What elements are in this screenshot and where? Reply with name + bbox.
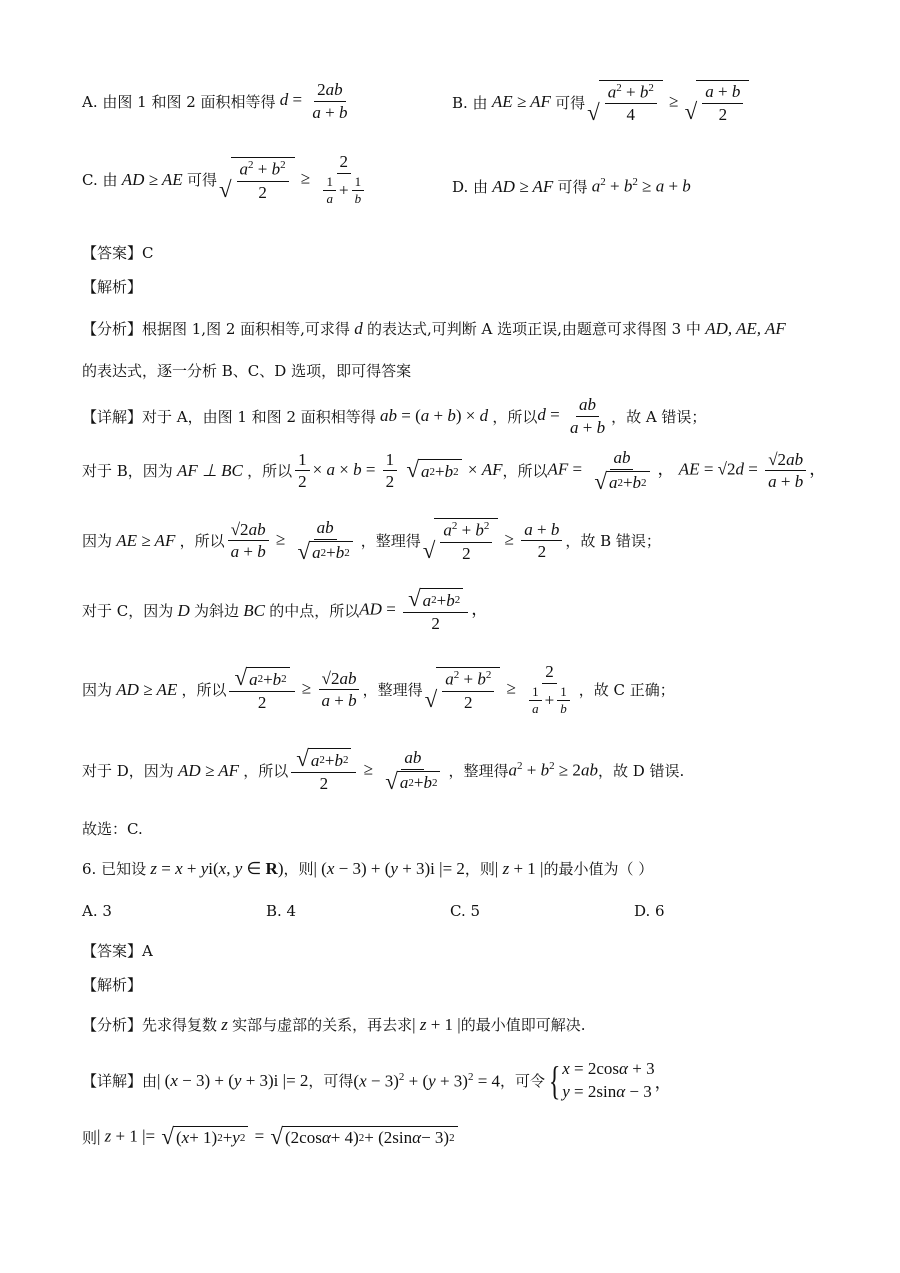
formula: ab = (a + b) × d [380, 406, 489, 426]
formula: AF ⊥ BC [172, 460, 248, 480]
text: ，可得 [308, 1072, 354, 1091]
text: ，整理得 [448, 762, 509, 781]
text: ，整理得 [360, 532, 421, 551]
text: 因为 [82, 681, 113, 700]
text: 实部与虚部的关系，再去求 [232, 1016, 413, 1034]
analysis-label-q6: 【解析】 [82, 976, 143, 994]
q6-xiangjie [82, 1058, 672, 1104]
c-line-1 [82, 588, 488, 634]
d-line-1 [82, 748, 684, 794]
formula: d [349, 318, 367, 338]
formula: AE ≥ AF [112, 530, 180, 550]
b-line-1 [82, 448, 826, 494]
formula: { x = 2cosα + 3 y = 2sinα − 3 ， [548, 1057, 672, 1103]
text: ，故 B 错误； [565, 532, 661, 551]
text: ，故 D 错误. [597, 762, 685, 781]
text: 【分析】先求得复数 [82, 1016, 218, 1034]
text: ，所以 [247, 462, 293, 481]
text: ，故 C 正确； [578, 681, 675, 700]
formula: √ $\frac{a^2 + b^2}{2}$ ≥ $\frac{a + b}{2}$ [421, 518, 566, 563]
fenxi-line-1 [82, 318, 786, 339]
answer-q6: 【答案】A [82, 942, 153, 960]
text: 【详解】对于 A，由图 1 和图 2 面积相等得 [82, 407, 376, 426]
option-c-text: C. 由 [82, 171, 118, 190]
xiangjie-a [82, 395, 706, 437]
text: 则 [82, 1128, 98, 1147]
option-c [82, 152, 373, 207]
formula: AD, AE, AF [700, 318, 786, 338]
formula: D [173, 600, 195, 620]
text: 因为 [82, 532, 113, 551]
option-b [452, 80, 751, 125]
analysis-label-q5: 【解析】 [82, 278, 143, 296]
text: 的最小值为（ ） [543, 860, 654, 878]
text: ，所以 [181, 681, 227, 700]
formula: AE ≥ AF [487, 92, 556, 112]
formula: √ a 2 + b 2 2 ≥ ab √ a 2 + b 2 [288, 748, 448, 794]
fenxi-line-2: 的表达式，逐一分析 B、C、D 选项，即可得答案 [82, 362, 412, 380]
formula: √ $\frac{a^2 + b^2}{4}$ ≥ √ $\frac{a + b}{2}$ [585, 80, 751, 125]
formula: | z + 1 | [494, 858, 544, 878]
formula: AD ≥ AE [117, 169, 187, 189]
formula: $a^2 + b^2 \ge 2ab$ [508, 760, 598, 781]
text: 对于 D，因为 [82, 762, 174, 781]
formula: √ a 2 + b 2 2 ≥ $\frac{√2ab}{a + b}$ [226, 667, 362, 713]
formula: √ $\frac{a^2 + b^2}{2}$ ≥ 2 $\frac{1}{a}$ + $\frac{1}{b}$ [217, 152, 373, 207]
q6-option-a: A. 3 [82, 902, 112, 920]
text: ，则 [464, 860, 495, 878]
formula: | z + 1 | [412, 1014, 461, 1034]
formula: AD ≥ AF [488, 176, 558, 196]
c-line-2 [82, 662, 675, 717]
q6-stem [82, 858, 653, 879]
text: ，可令 [500, 1072, 546, 1091]
option-d-mid: 可得 [557, 178, 588, 196]
option-d [452, 176, 691, 197]
answer-q5: 【答案】C [82, 244, 154, 262]
text: 对于 B，因为 [82, 462, 173, 481]
formula: $(x - 3)^2 + (y + 3)^2 = 4$ [353, 1070, 501, 1091]
q6-option-d: D. 6 [634, 902, 665, 920]
formula: √ $\frac{a^2 + b^2}{2}$ ≥ 2 $\frac{1}{a}$ + $\frac{1}{b}$ [423, 662, 579, 717]
q6-fenxi [82, 1014, 585, 1035]
q6-option-b: B. 4 [266, 902, 297, 920]
formula: BC [239, 600, 270, 620]
text: 6. 已知设 [82, 860, 147, 878]
formula: $a^2 + b^2 \ge a + b$ [591, 176, 691, 196]
text: ，所以 [243, 762, 289, 781]
formula: z = x + yi(x, y ∈ R) [150, 858, 284, 878]
formula: AD = √ a 2 + b 2 2 ， [359, 586, 489, 633]
option-a-text: A. 由图 1 和图 2 面积相等得 [82, 92, 276, 111]
text: 【分析】根据图 1,图 2 面积相等,可求得 [82, 320, 350, 338]
formula: d = $\frac{ab}{a + b}$ [537, 395, 606, 437]
formula: AF = ab √ a 2 + b 2 ， AE = √2d = $\frac{√2ab}{a + b}$ ， [547, 448, 827, 494]
formula: | (x − 3) + (y + 3)i |= 2 [313, 858, 465, 878]
option-b-text: B. 由 [452, 93, 488, 112]
text: ，则 [283, 860, 314, 878]
formula: $\frac{√2ab}{a + b}$ ≥ ab √ a 2 + b 2 [225, 518, 361, 564]
text: 的表达式,可判断 A 选项正误,由题意可求得图 3 中 [366, 320, 701, 338]
formula: | z + 1 |= √ ( x + 1) 2 + y 2 = √ (2cos α + 4) 2 + (2sin α − 3) 2 [97, 1126, 460, 1149]
q6-last-line [82, 1126, 460, 1149]
formula: | (x − 3) + (y + 3)i |= 2 [157, 1070, 309, 1090]
text: ，所以 [492, 407, 538, 426]
text: ，故 A 错误； [611, 407, 707, 426]
text: ，所以 [179, 532, 225, 551]
text: 对于 C，因为 [82, 602, 174, 621]
choose-q5: 故选：C. [82, 820, 143, 838]
formula: AD ≥ AF [173, 760, 244, 780]
option-b-mid: 可得 [555, 93, 586, 112]
formula: d = $\frac{2ab}{a + b}$ [279, 80, 348, 122]
formula: AD ≥ AE [112, 679, 182, 699]
option-d-text: D. 由 [452, 178, 489, 196]
text: 【详解】由 [82, 1072, 158, 1091]
text: 为斜边 [194, 602, 240, 621]
text: 的最小值即可解决. [460, 1016, 586, 1034]
q6-option-c: C. 5 [450, 902, 481, 920]
formula: $\frac{1}{2}$ × a × b = $\frac{1}{2}$ √ a 2 + b 2 × AF [292, 450, 502, 492]
text: ，所以 [502, 462, 548, 481]
text: ，整理得 [362, 681, 423, 700]
text: 的中点，所以 [269, 602, 360, 621]
option-a [82, 80, 353, 122]
option-c-mid: 可得 [186, 171, 217, 190]
formula: z [217, 1014, 233, 1034]
b-line-2 [82, 518, 661, 564]
